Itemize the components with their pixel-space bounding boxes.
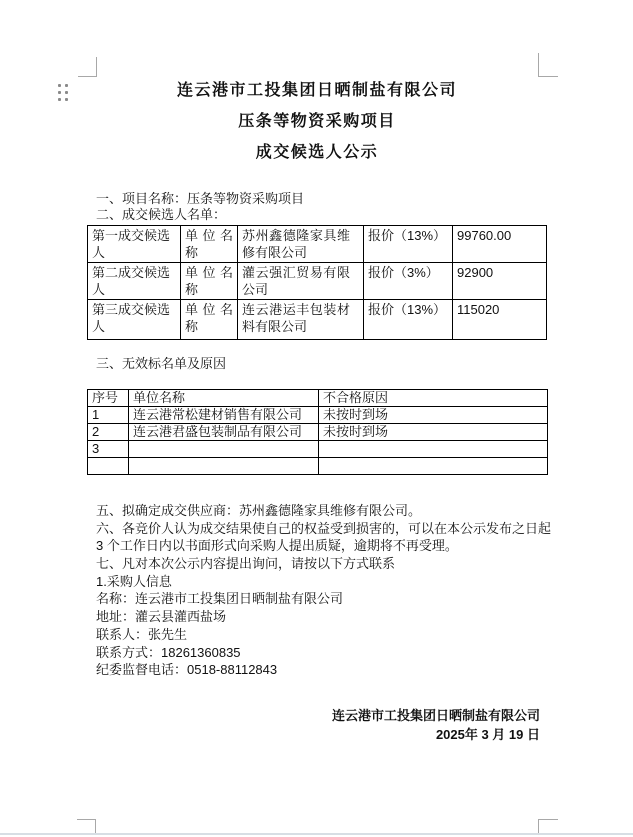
table-row bbox=[88, 441, 548, 458]
table-row bbox=[88, 424, 548, 441]
reason-cell: 未按时到场 bbox=[319, 407, 548, 424]
document-title-project: 压条等物资采购项目 bbox=[238, 113, 396, 130]
price-value-cell: 115020 bbox=[453, 300, 547, 340]
company-name-cell: 连云港运丰包装材料有限公司 bbox=[238, 300, 364, 340]
signature-date: 2025年 3 月 19 日 bbox=[435, 727, 540, 742]
field-label-cell: 单位名称 bbox=[181, 226, 238, 263]
column-header-company: 单位名称 bbox=[129, 390, 319, 407]
paragraph-supplier: 五、拟确定成交供应商：苏州鑫德隆家具维修有限公司。 bbox=[96, 503, 422, 518]
paragraph-purchaser-info: 1.采购人信息 bbox=[96, 573, 172, 589]
purchaser-name: 名称：连云港市工投集团日晒制盐有限公司 bbox=[96, 591, 344, 607]
column-header-reason: 不合格原因 bbox=[319, 390, 548, 407]
purchaser-address: 地址：灌云县灌西盐场 bbox=[96, 609, 227, 625]
price-value-cell: 99760.00 bbox=[453, 226, 547, 263]
page-bottom-divider bbox=[0, 833, 633, 835]
company-name-cell bbox=[129, 458, 319, 475]
paragraph-contact-heading: 七、凡对本次公示内容提出询问，请按以下方式联系 bbox=[96, 556, 396, 572]
company-name-cell: 连云港常松建材销售有限公司 bbox=[129, 407, 319, 424]
paragraph-objection-1: 六、各竞价人认为成交结果使自己的权益受到损害的，可以在本公示发布之日起 bbox=[96, 520, 552, 536]
price-value-cell: 92900 bbox=[453, 263, 547, 300]
table-row bbox=[88, 263, 547, 300]
reason-cell bbox=[319, 458, 548, 475]
company-name-cell bbox=[129, 441, 319, 458]
document-title-announcement: 成交候选人公示 bbox=[255, 144, 379, 161]
index-cell: 2 bbox=[88, 424, 129, 441]
margin-mark-top-right-icon bbox=[538, 53, 558, 77]
invalid-bids-table bbox=[87, 389, 548, 475]
table-row bbox=[88, 407, 548, 424]
index-cell bbox=[88, 458, 129, 475]
section-candidate-list-heading: 二、成交候选人名单： bbox=[96, 207, 227, 222]
field-label-cell: 单位名称 bbox=[181, 300, 238, 340]
margin-mark-top-left-icon bbox=[78, 57, 97, 77]
table-row bbox=[88, 226, 547, 263]
reason-cell bbox=[319, 441, 548, 458]
table-row bbox=[88, 300, 547, 340]
price-label-cell: 报价（13%） bbox=[364, 226, 453, 263]
company-name-cell: 连云港君盛包装制品有限公司 bbox=[129, 424, 319, 441]
index-cell: 3 bbox=[88, 441, 129, 458]
index-cell: 1 bbox=[88, 407, 129, 424]
candidate-rank-cell: 第三成交候选人 bbox=[88, 300, 181, 340]
drag-handle-icon[interactable] bbox=[58, 84, 68, 101]
document-title-company: 连云港市工投集团日晒制盐有限公司 bbox=[176, 82, 457, 99]
supervision-phone: 纪委监督电话：0518-88112843 bbox=[96, 662, 278, 678]
section-invalid-bids-heading: 三、无效标名单及原因 bbox=[96, 356, 227, 371]
signature-block bbox=[332, 706, 540, 744]
body-paragraphs bbox=[96, 502, 556, 679]
company-name-cell: 苏州鑫德隆家具维修有限公司 bbox=[238, 226, 364, 263]
candidates-table bbox=[87, 225, 547, 340]
contact-phone: 联系方式：18261360835 bbox=[96, 644, 241, 660]
column-header-index: 序号 bbox=[88, 390, 129, 407]
reason-cell: 未按时到场 bbox=[319, 424, 548, 441]
company-name-cell: 灌云强汇贸易有限公司 bbox=[238, 263, 364, 300]
signature-company: 连云港市工投集团日晒制盐有限公司 bbox=[331, 708, 540, 723]
contact-person: 联系人：张先生 bbox=[96, 626, 188, 642]
field-label-cell: 单位名称 bbox=[181, 263, 238, 300]
section-project-name: 一、项目名称：压条等物资采购项目 bbox=[96, 191, 305, 206]
candidate-rank-cell: 第二成交候选人 bbox=[88, 263, 181, 300]
table-header-row bbox=[88, 390, 548, 407]
table-row bbox=[88, 458, 548, 475]
candidate-rank-cell: 第一成交候选人 bbox=[88, 226, 181, 263]
price-label-cell: 报价（3%） bbox=[364, 263, 453, 300]
price-label-cell: 报价（13%） bbox=[364, 300, 453, 340]
paragraph-objection-2: 3 个工作日内以书面形式向采购人提出质疑，逾期将不再受理。 bbox=[96, 538, 458, 554]
